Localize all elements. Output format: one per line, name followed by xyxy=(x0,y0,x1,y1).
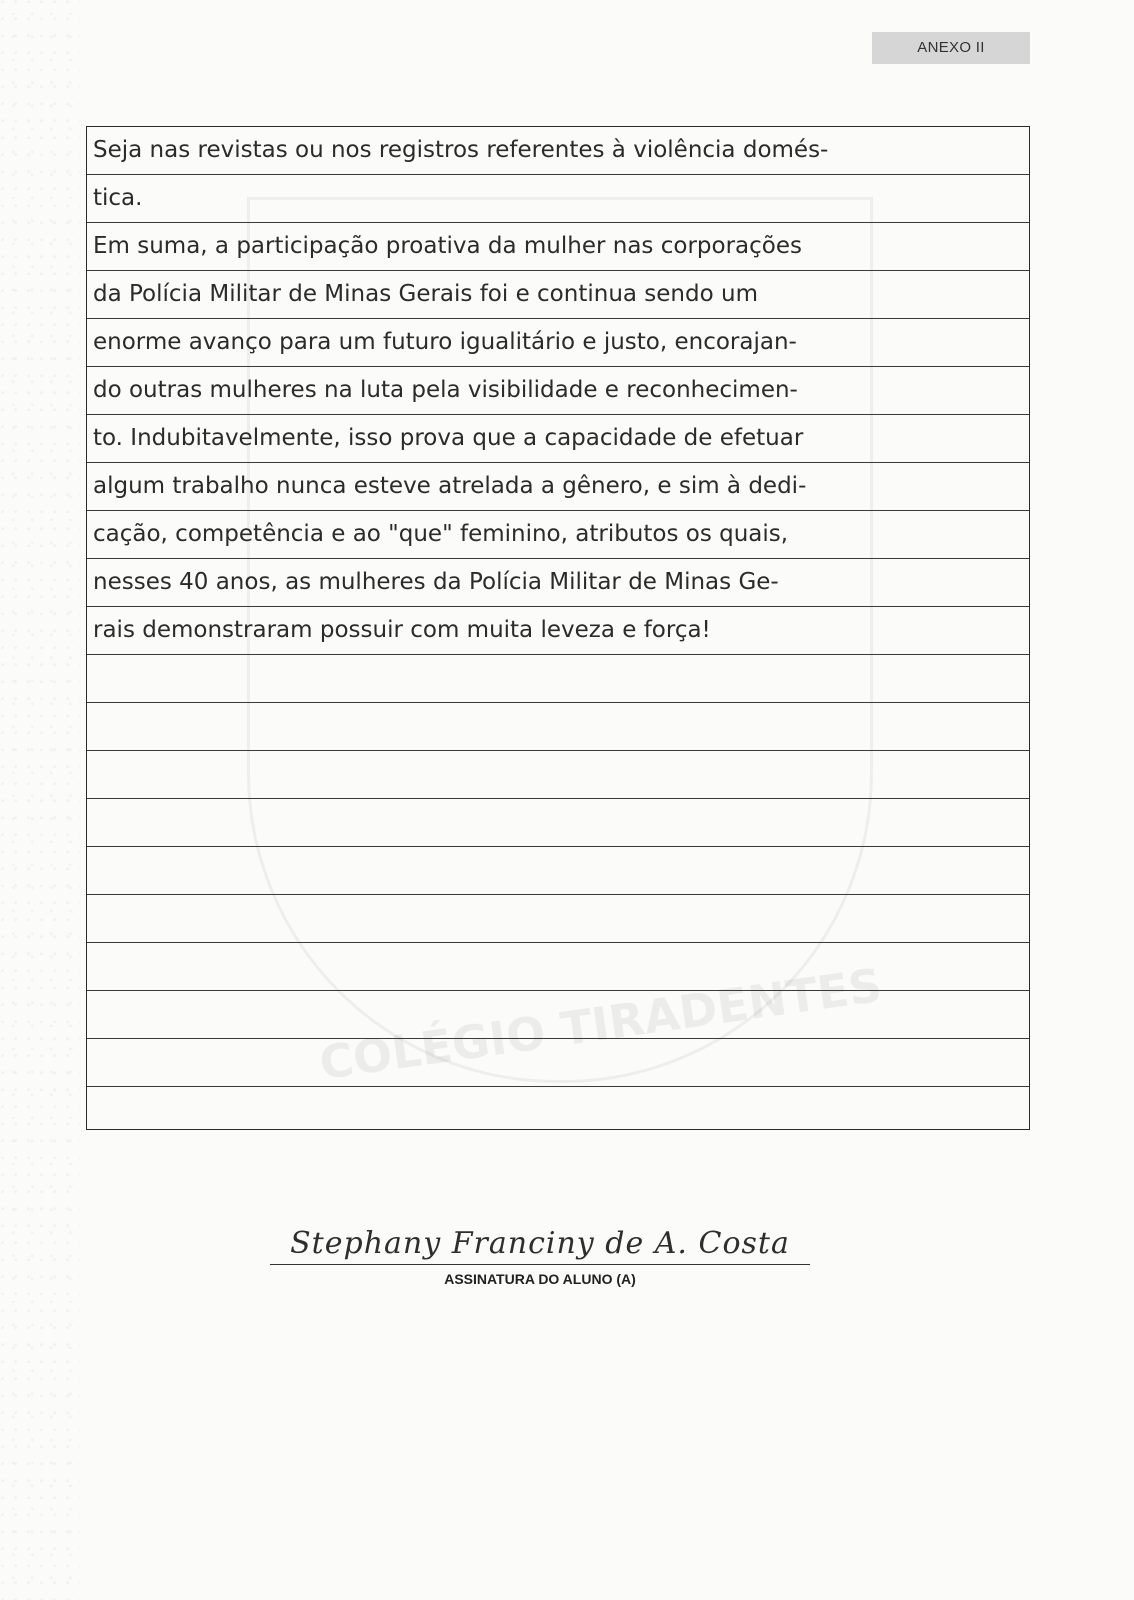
essay-line xyxy=(87,703,1029,751)
essay-line xyxy=(87,847,1029,895)
essay-line: Em suma, a participação proativa da mulher nas corporações xyxy=(87,223,1029,271)
essay-line: do outras mulheres na luta pela visibilidade e reconhecimen- xyxy=(87,367,1029,415)
essay-line: Seja nas revistas ou nos registros referentes à violência domés- xyxy=(87,127,1029,175)
signature-label: ASSINATURA DO ALUNO (A) xyxy=(444,1271,636,1287)
essay-line xyxy=(87,655,1029,703)
student-signature: Stephany Franciny de A. Costa xyxy=(270,1226,810,1265)
essay-line: rais demonstraram possuir com muita leveza e força! xyxy=(87,607,1029,655)
essay-line xyxy=(87,895,1029,943)
signature-block xyxy=(270,1226,810,1296)
annex-label: ANEXO II xyxy=(872,32,1030,64)
scan-noise xyxy=(0,0,80,1600)
essay-line xyxy=(87,1039,1029,1087)
essay-line: da Polícia Militar de Minas Gerais foi e continua sendo um xyxy=(87,271,1029,319)
essay-line: algum trabalho nunca esteve atrelada a gênero, e sim à dedi- xyxy=(87,463,1029,511)
essay-lines xyxy=(87,127,1029,1129)
essay-line xyxy=(87,751,1029,799)
essay-line: to. Indubitavelmente, isso prova que a capacidade de efetuar xyxy=(87,415,1029,463)
essay-line: nesses 40 anos, as mulheres da Polícia Militar de Minas Ge- xyxy=(87,559,1029,607)
essay-line: tica. xyxy=(87,175,1029,223)
essay-line xyxy=(87,943,1029,991)
essay-line xyxy=(87,1083,1029,1130)
essay-line: cação, competência e ao "que" feminino, atributos os quais, xyxy=(87,511,1029,559)
essay-sheet xyxy=(86,126,1030,1130)
watermark-text: COLÉGIO TIRADENTES xyxy=(316,957,886,1091)
essay-line xyxy=(87,991,1029,1039)
essay-line: enorme avanço para um futuro igualitário e justo, encorajan- xyxy=(87,319,1029,367)
essay-line xyxy=(87,799,1029,847)
